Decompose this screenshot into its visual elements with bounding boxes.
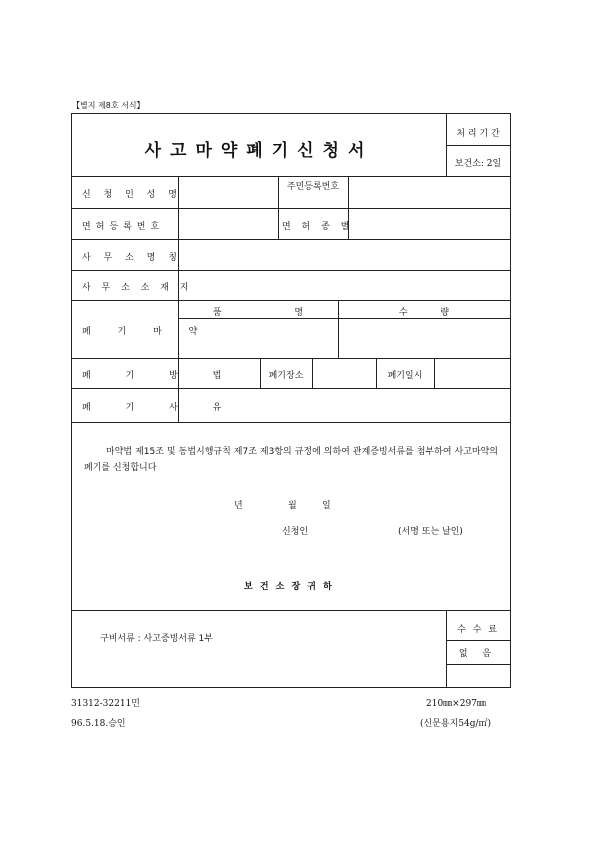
quantity-header: 수 량 [398,308,450,318]
disposal-place-field[interactable] [313,359,375,387]
disposal-drug-label: 폐 기 마 약 [82,327,210,337]
disposal-reason-label: 폐 기 사 유 [82,403,238,413]
form-tag: 【별지 제8호 서식】 [72,101,145,110]
application-form [71,113,511,688]
date-month: 월 [288,501,297,511]
office-address-label: 사 무 소 소 재 지 [82,283,193,293]
footer-form-code: 31312-32211민 [71,699,140,709]
disposal-method-field[interactable] [179,359,259,387]
disposal-date-label: 폐기일시 [387,371,423,381]
date-year: 년 [234,501,243,511]
processing-period-label: 처 리 기 간 [456,129,500,139]
applicant-name-field[interactable] [179,177,277,207]
date-day: 일 [322,501,331,511]
attachments-note: 구비서류 : 사고증빙서류 1부 [100,634,213,644]
office-name-label: 사 무 소 명 칭 [82,253,182,263]
office-name-field[interactable] [179,240,509,269]
addressee: 보 건 소 장 귀 하 [244,582,334,592]
applicant-name-label: 신 청 인 성 명 [82,190,182,200]
footer-paper-type: (신문용지54g/㎡) [420,719,492,729]
license-type-label: 면 허 종 별 [282,222,354,232]
footer-approval-date: 96.5.18.승인 [71,719,126,729]
disposal-method-label: 폐 기 방 법 [82,371,238,381]
applicant-label: 신청인 [282,527,309,537]
disposal-date-field[interactable] [435,359,509,387]
processing-period-value: 보건소: 2일 [454,159,502,169]
application-statement: 마약법 제15조 및 동법시행규칙 제7조 제3항의 규정에 의하여 관계증빙서류를 첨부하여 사고마약의 폐기를 신청합니다 [84,447,498,473]
fee-value: 없 음 [458,649,498,659]
quantity-field[interactable] [339,319,509,357]
disposal-reason-field[interactable] [179,389,509,421]
office-address-field[interactable] [179,271,509,299]
item-name-header: 품 명 [212,308,304,318]
license-type-field[interactable] [349,209,509,238]
item-name-field[interactable] [179,319,337,357]
fee-label: 수 수 료 [457,625,499,635]
applicant-sign-note: (서명 또는 날인) [398,527,463,537]
form-title: 사고마약폐기신청서 [144,141,374,161]
resident-number-field[interactable] [349,177,509,207]
license-number-field[interactable] [179,209,277,238]
disposal-place-label: 폐기장소 [268,371,304,381]
resident-number-label: 주민등록번호 [286,182,340,192]
footer-paper-size: 210㎜×297㎜ [426,699,486,709]
license-number-label: 면허등록번호 [82,222,165,232]
